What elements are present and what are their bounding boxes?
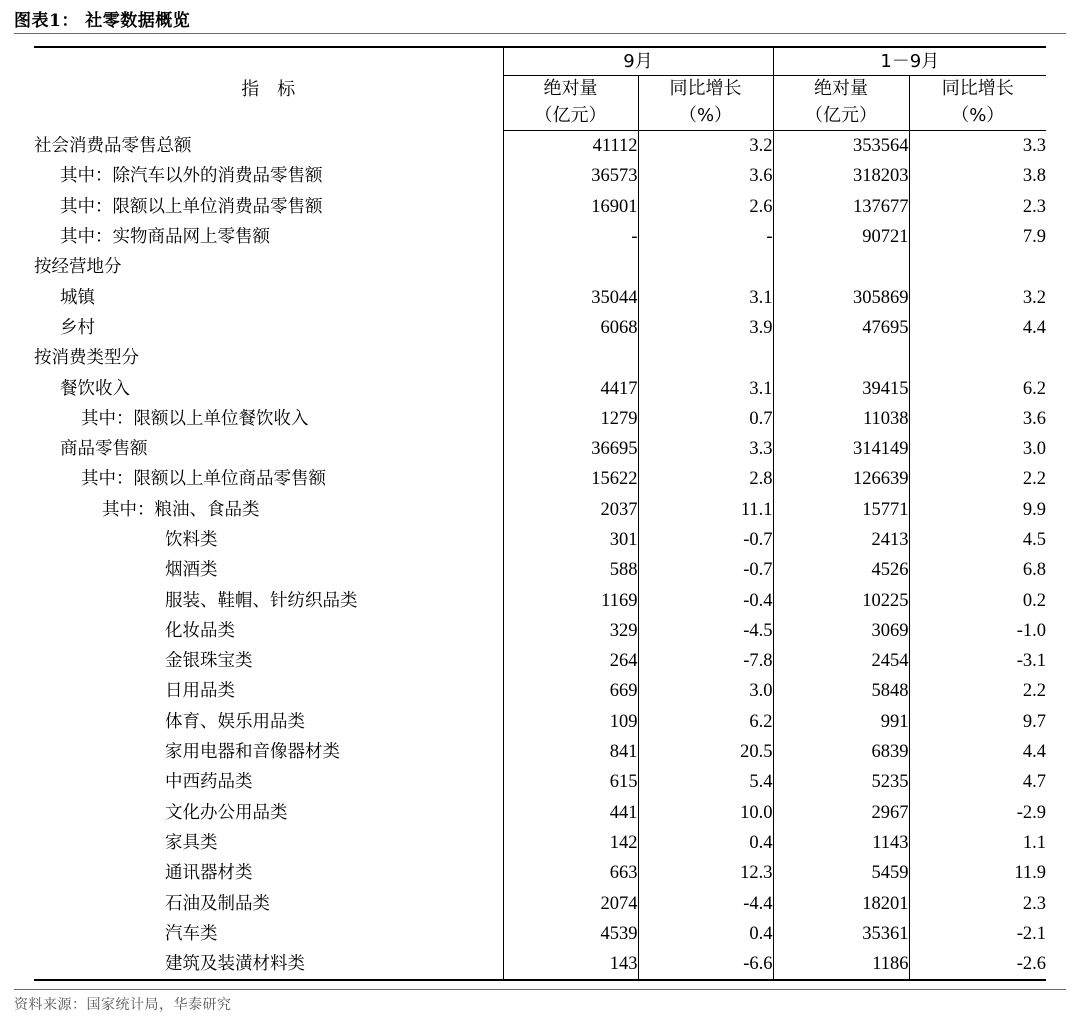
month-abs-cell: 663 xyxy=(503,858,638,888)
month-abs-cell: 2074 xyxy=(503,888,638,918)
ytd-abs-cell: 1143 xyxy=(773,828,909,858)
ytd-abs-cell: 4526 xyxy=(773,555,909,585)
ytd-yoy-cell: 6.8 xyxy=(909,555,1046,585)
ytd-yoy-cell: 2.2 xyxy=(909,464,1046,494)
ytd-abs-cell: 3069 xyxy=(773,616,909,646)
ytd-yoy-cell: 4.5 xyxy=(909,525,1046,555)
table-row xyxy=(34,434,1046,464)
table-row xyxy=(34,525,1046,555)
ytd-yoy-cell xyxy=(909,343,1046,373)
table-body xyxy=(34,131,1046,981)
table-row xyxy=(34,616,1046,646)
ytd-abs-cell: 35361 xyxy=(773,919,909,949)
month-yoy-cell: - xyxy=(638,222,773,252)
ytd-yoy-cell: 1.1 xyxy=(909,828,1046,858)
table-row xyxy=(34,192,1046,222)
month-yoy-cell: 0.7 xyxy=(638,404,773,434)
month-abs-cell: 264 xyxy=(503,646,638,676)
month-abs-cell: 441 xyxy=(503,798,638,828)
indicator-header: 指 标 xyxy=(34,47,503,131)
table-header xyxy=(34,47,1046,131)
ytd-abs-cell: 10225 xyxy=(773,585,909,615)
table-row xyxy=(34,707,1046,737)
caption-rule xyxy=(14,33,1066,34)
ytd-yoy-cell: 2.3 xyxy=(909,192,1046,222)
month-yoy-cell: 0.4 xyxy=(638,828,773,858)
ytd-abs-cell: 47695 xyxy=(773,313,909,343)
month-yoy-cell: 0.4 xyxy=(638,919,773,949)
ytd-abs-cell: 2413 xyxy=(773,525,909,555)
row-label: 其中：除汽车以外的消费品零售额 xyxy=(60,166,323,187)
row-label: 烟酒类 xyxy=(165,560,218,581)
table-row xyxy=(34,919,1046,949)
table-row xyxy=(34,555,1046,585)
ytd-abs-cell: 991 xyxy=(773,707,909,737)
row-label: 日用品类 xyxy=(165,681,235,702)
month-yoy-cell: -4.4 xyxy=(638,888,773,918)
table-row xyxy=(34,676,1046,706)
month-abs-unit: （亿元） xyxy=(503,102,638,131)
ytd-yoy-cell: 0.2 xyxy=(909,585,1046,615)
ytd-abs-cell: 15771 xyxy=(773,495,909,525)
ytd-yoy-cell: 7.9 xyxy=(909,222,1046,252)
month-yoy-cell: 3.1 xyxy=(638,282,773,312)
ytd-abs-cell: 353564 xyxy=(773,131,909,162)
ytd-yoy-cell: 9.7 xyxy=(909,707,1046,737)
month-abs-cell: 142 xyxy=(503,828,638,858)
month-abs-cell: 1279 xyxy=(503,404,638,434)
ytd-yoy-cell: -1.0 xyxy=(909,616,1046,646)
row-label: 餐饮收入 xyxy=(60,378,130,399)
ytd-abs-cell: 39415 xyxy=(773,373,909,403)
table-row xyxy=(34,737,1046,767)
table-row xyxy=(34,828,1046,858)
month-abs-cell: 35044 xyxy=(503,282,638,312)
row-label: 城镇 xyxy=(60,287,95,308)
row-label: 化妆品类 xyxy=(165,620,235,641)
ytd-abs-cell: 5848 xyxy=(773,676,909,706)
table-row xyxy=(34,161,1046,191)
ytd-abs-cell: 18201 xyxy=(773,888,909,918)
ytd-yoy-cell: -2.6 xyxy=(909,949,1046,980)
ytd-abs-header: 绝对量 xyxy=(773,76,909,103)
ytd-yoy-cell: 9.9 xyxy=(909,495,1046,525)
ytd-yoy-cell: 11.9 xyxy=(909,858,1046,888)
row-label: 乡村 xyxy=(60,317,95,338)
ytd-yoy-cell: 4.7 xyxy=(909,767,1046,797)
row-label: 社会消费品零售总额 xyxy=(34,135,192,156)
table-row xyxy=(34,646,1046,676)
ytd-abs-cell: 2967 xyxy=(773,798,909,828)
month-yoy-cell: 3.2 xyxy=(638,131,773,162)
table-row xyxy=(34,949,1046,980)
month-yoy-cell: 3.1 xyxy=(638,373,773,403)
month-abs-cell: 143 xyxy=(503,949,638,980)
period-month-header: 9月 xyxy=(503,47,773,76)
month-abs-header: 绝对量 xyxy=(503,76,638,103)
month-yoy-cell: 2.8 xyxy=(638,464,773,494)
month-abs-cell: 669 xyxy=(503,676,638,706)
figure-caption: 图表1： 社零数据概览 xyxy=(14,11,191,31)
table-row xyxy=(34,373,1046,403)
month-yoy-unit: （%） xyxy=(638,102,773,131)
month-yoy-cell: -6.6 xyxy=(638,949,773,980)
table-row xyxy=(34,343,1046,373)
month-yoy-cell: 5.4 xyxy=(638,767,773,797)
table-row xyxy=(34,252,1046,282)
month-yoy-cell: 11.1 xyxy=(638,495,773,525)
month-yoy-header: 同比增长 xyxy=(638,76,773,103)
month-yoy-cell: 3.6 xyxy=(638,161,773,191)
table-row xyxy=(34,404,1046,434)
month-yoy-cell: -7.8 xyxy=(638,646,773,676)
ytd-yoy-cell: 4.4 xyxy=(909,313,1046,343)
month-yoy-cell: 10.0 xyxy=(638,798,773,828)
row-label: 金银珠宝类 xyxy=(165,651,253,672)
row-label: 服装、鞋帽、针纺织品类 xyxy=(165,590,358,611)
month-abs-cell: 109 xyxy=(503,707,638,737)
row-label: 其中：粮油、食品类 xyxy=(102,499,260,520)
ytd-yoy-cell: 2.3 xyxy=(909,888,1046,918)
month-abs-cell: 16901 xyxy=(503,192,638,222)
ytd-yoy-cell: -2.1 xyxy=(909,919,1046,949)
row-label: 其中：实物商品网上零售额 xyxy=(60,227,270,248)
table-row xyxy=(34,464,1046,494)
month-abs-cell: 6068 xyxy=(503,313,638,343)
ytd-yoy-cell: 3.8 xyxy=(909,161,1046,191)
table-row xyxy=(34,858,1046,888)
table-row xyxy=(34,222,1046,252)
ytd-abs-cell: 305869 xyxy=(773,282,909,312)
ytd-yoy-unit: （%） xyxy=(909,102,1046,131)
row-label: 其中：限额以上单位商品零售额 xyxy=(81,469,326,490)
month-abs-cell: 36573 xyxy=(503,161,638,191)
ytd-yoy-cell xyxy=(909,252,1046,282)
month-yoy-cell: 3.9 xyxy=(638,313,773,343)
row-label: 按经营地分 xyxy=(34,257,122,278)
ytd-yoy-cell: -2.9 xyxy=(909,798,1046,828)
row-label: 按消费类型分 xyxy=(34,348,139,369)
month-abs-cell: 329 xyxy=(503,616,638,646)
source-note: 资料来源：国家统计局，华泰研究 xyxy=(14,997,232,1013)
row-label: 商品零售额 xyxy=(60,439,148,460)
ytd-abs-cell: 137677 xyxy=(773,192,909,222)
month-yoy-cell: -4.5 xyxy=(638,616,773,646)
row-label: 中西药品类 xyxy=(165,772,253,793)
row-label: 汽车类 xyxy=(165,923,218,944)
month-abs-cell: 4417 xyxy=(503,373,638,403)
month-abs-cell: 2037 xyxy=(503,495,638,525)
ytd-abs-cell: 5235 xyxy=(773,767,909,797)
table-row xyxy=(34,585,1046,615)
month-abs-cell xyxy=(503,343,638,373)
ytd-yoy-cell: 3.6 xyxy=(909,404,1046,434)
month-abs-cell: 615 xyxy=(503,767,638,797)
ytd-abs-cell: 1186 xyxy=(773,949,909,980)
month-yoy-cell xyxy=(638,252,773,282)
ytd-abs-cell: 314149 xyxy=(773,434,909,464)
ytd-yoy-cell: 4.4 xyxy=(909,737,1046,767)
month-abs-cell: 4539 xyxy=(503,919,638,949)
month-yoy-cell xyxy=(638,343,773,373)
ytd-abs-cell: 11038 xyxy=(773,404,909,434)
ytd-yoy-cell: 3.3 xyxy=(909,131,1046,162)
row-label: 文化办公用品类 xyxy=(165,802,288,823)
period-ytd-header: 1－9月 xyxy=(773,47,1046,76)
row-label: 其中：限额以上单位餐饮收入 xyxy=(81,408,309,429)
month-abs-cell: 41112 xyxy=(503,131,638,162)
footer-rule xyxy=(14,989,1066,990)
month-yoy-cell: 3.0 xyxy=(638,676,773,706)
month-abs-cell xyxy=(503,252,638,282)
month-abs-cell: - xyxy=(503,222,638,252)
month-abs-cell: 588 xyxy=(503,555,638,585)
ytd-yoy-cell: 6.2 xyxy=(909,373,1046,403)
table-row xyxy=(34,495,1046,525)
ytd-abs-cell xyxy=(773,343,909,373)
month-yoy-cell: 12.3 xyxy=(638,858,773,888)
table-row xyxy=(34,798,1046,828)
table-row xyxy=(34,282,1046,312)
month-abs-cell: 15622 xyxy=(503,464,638,494)
row-label: 体育、娱乐用品类 xyxy=(165,711,305,732)
month-yoy-cell: 3.3 xyxy=(638,434,773,464)
row-label: 家用电器和音像器材类 xyxy=(165,742,340,763)
month-abs-cell: 301 xyxy=(503,525,638,555)
row-label: 建筑及装潢材料类 xyxy=(34,949,503,980)
table-row xyxy=(34,767,1046,797)
ytd-abs-cell: 90721 xyxy=(773,222,909,252)
ytd-abs-cell: 6839 xyxy=(773,737,909,767)
table-row xyxy=(34,313,1046,343)
row-label: 石油及制品类 xyxy=(165,893,270,914)
ytd-yoy-cell: 3.2 xyxy=(909,282,1046,312)
month-yoy-cell: -0.7 xyxy=(638,525,773,555)
ytd-yoy-cell: 3.0 xyxy=(909,434,1046,464)
month-yoy-cell: 6.2 xyxy=(638,707,773,737)
month-yoy-cell: -0.4 xyxy=(638,585,773,615)
ytd-abs-cell xyxy=(773,252,909,282)
ytd-abs-cell: 2454 xyxy=(773,646,909,676)
table-row xyxy=(34,131,1046,162)
ytd-abs-cell: 318203 xyxy=(773,161,909,191)
table-row xyxy=(34,888,1046,918)
ytd-yoy-header: 同比增长 xyxy=(909,76,1046,103)
month-abs-cell: 36695 xyxy=(503,434,638,464)
row-label: 其中：限额以上单位消费品零售额 xyxy=(60,196,323,217)
ytd-abs-cell: 5459 xyxy=(773,858,909,888)
ytd-yoy-cell: -3.1 xyxy=(909,646,1046,676)
month-abs-cell: 841 xyxy=(503,737,638,767)
row-label: 饮料类 xyxy=(165,530,218,550)
month-yoy-cell: 20.5 xyxy=(638,737,773,767)
retail-sales-table xyxy=(34,46,1046,981)
month-yoy-cell: 2.6 xyxy=(638,192,773,222)
row-label: 家具类 xyxy=(165,832,218,853)
ytd-abs-unit: （亿元） xyxy=(773,102,909,131)
month-abs-cell: 1169 xyxy=(503,585,638,615)
ytd-yoy-cell: 2.2 xyxy=(909,676,1046,706)
row-label: 通讯器材类 xyxy=(165,863,253,884)
month-yoy-cell: -0.7 xyxy=(638,555,773,585)
ytd-abs-cell: 126639 xyxy=(773,464,909,494)
